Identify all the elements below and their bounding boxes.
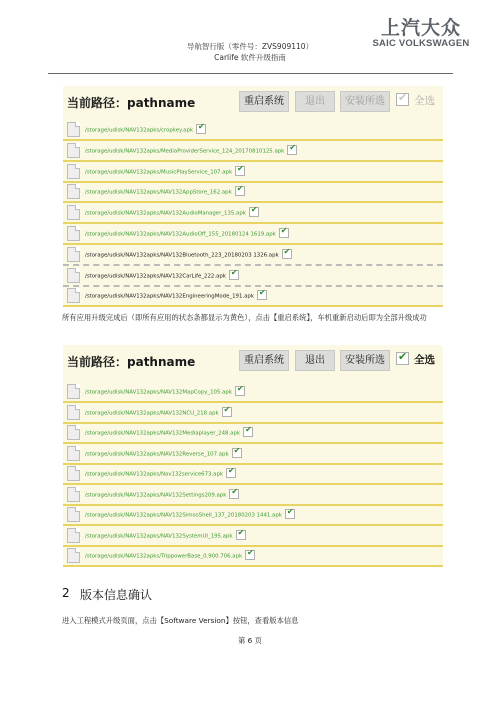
current-path-label: 当前路径：pathname — [67, 96, 196, 110]
file-path-text: /storage/udisk/NAV132apks/NAV132AudioOff_155_20180124 1619.apk — [85, 231, 276, 238]
toolbar — [63, 86, 443, 116]
file-path — [85, 384, 245, 397]
file-path-text: /storage/udisk/NAV132apks/NAV132AppStore_162.apk — [85, 189, 232, 196]
file-path — [85, 226, 289, 239]
logo-cn-text: 上汽大众 — [380, 17, 461, 39]
select-all-checkbox[interactable] — [396, 93, 409, 106]
check-icon: ✔ — [236, 384, 244, 393]
file-path — [85, 486, 239, 500]
list-item[interactable] — [63, 201, 443, 224]
item-checkbox[interactable] — [235, 186, 245, 196]
restart-system-button[interactable]: 重启系统 — [239, 91, 289, 112]
header-title-line1: 导航智行版（零件号：ZVS909110） — [186, 42, 314, 51]
check-icon: ✔ — [283, 246, 291, 256]
exit-button[interactable]: 退出 — [295, 91, 335, 112]
check-icon: ✔ — [286, 507, 294, 516]
file-path-text: /storage/udisk/NAV132apks/NAV132SystemUI_195.apk — [85, 533, 233, 539]
item-checkbox[interactable] — [229, 267, 239, 280]
file-path-text: /storage/udisk/NAV132apks/NAV132Reverse_107.apk — [85, 451, 229, 457]
file-path — [85, 122, 206, 135]
logo-en-text: SAIC VOLKSWAGEN — [372, 38, 470, 49]
file-icon — [67, 226, 80, 241]
list-item[interactable] — [63, 118, 443, 141]
toolbar — [63, 345, 443, 375]
file-icon — [67, 205, 80, 220]
file-path — [85, 267, 239, 281]
section-number: 2 — [62, 586, 70, 600]
file-icon — [67, 288, 80, 303]
check-icon: ✔ — [230, 267, 238, 277]
instruction-paragraph-2: 进入工程模式升级页面，点击【Software Version】按钮，查看版本信息 — [62, 616, 299, 625]
check-icon: ✔ — [228, 466, 235, 475]
section-title: 版本信息确认 — [80, 588, 153, 602]
install-selected-button[interactable]: 安装所选 — [340, 350, 390, 371]
file-icon — [67, 184, 80, 199]
file-path — [85, 466, 236, 479]
item-checkbox[interactable] — [257, 290, 267, 300]
exit-button[interactable]: 退出 — [295, 350, 335, 371]
file-path — [85, 205, 259, 218]
file-icon — [67, 528, 80, 543]
install-selected-button[interactable]: 安装所选 — [340, 91, 390, 112]
file-icon — [67, 548, 80, 563]
file-path-text: /storage/udisk/NAV132apks/Nav132service673.apk — [85, 471, 223, 478]
check-icon: ✔ — [289, 142, 296, 152]
list-item[interactable] — [63, 264, 443, 287]
instruction-paragraph-1: 所有应用升级完成后（即所有应用的状态条都显示为黄色），点击【重启系统】，车机重新启动后即为全部升级成功 — [62, 313, 427, 322]
list-item[interactable] — [63, 243, 443, 266]
check-icon: ✔ — [198, 122, 205, 131]
select-all-label: 全选 — [414, 95, 435, 107]
file-path — [85, 163, 245, 177]
file-path-text: /storage/udisk/NAV132apks/MediaProviderService_124_20170810125.apk — [85, 148, 285, 155]
file-icon — [67, 122, 80, 137]
list-item[interactable] — [63, 139, 443, 162]
file-path-text: /storage/udisk/NAV132apks/TrippowerBase_0.900.706.apk — [85, 553, 243, 560]
check-icon: ✔ — [237, 527, 245, 537]
check-icon: ✔ — [233, 445, 241, 455]
item-checkbox[interactable] — [285, 509, 295, 519]
file-path — [85, 404, 232, 418]
file-path-text: /storage/udisk/NAV132apks/NAV132CarLife_222.apk — [85, 273, 226, 280]
header-divider — [48, 73, 453, 74]
file-icon — [67, 143, 80, 158]
file-path — [85, 548, 255, 561]
check-icon: ✔ — [280, 226, 288, 235]
file-icon — [67, 425, 80, 440]
select-all-checkbox[interactable] — [396, 352, 409, 365]
item-checkbox[interactable] — [222, 404, 232, 417]
file-path — [85, 445, 242, 459]
file-path — [85, 527, 246, 541]
check-icon: ✔ — [245, 425, 252, 434]
file-path-text: /storage/udisk/NAV132apks/NAV132Mediaplayer_248.apk — [85, 430, 241, 437]
file-path-text: /storage/udisk/NAV132apks/NAV132EngineeringMode_191.apk — [85, 293, 254, 300]
file-path-text: /storage/udisk/NAV132apks/NAV132Settings209.apk — [85, 492, 227, 498]
file-path — [85, 425, 253, 438]
check-icon: ✔ — [237, 163, 244, 173]
file-path-text: /storage/udisk/NAV132apks/cropkey.apk — [85, 127, 194, 134]
file-path-text: /storage/udisk/NAV132apks/NAV132MapCopy_105.apk — [85, 389, 232, 396]
item-checkbox[interactable] — [279, 228, 289, 238]
list-item[interactable] — [63, 180, 443, 203]
restart-system-button[interactable]: 重启系统 — [239, 350, 289, 371]
file-path — [85, 184, 245, 197]
page-number: 第 6 页 — [238, 636, 262, 645]
file-path-text: /storage/udisk/NAV132apks/MusicPlayService_107.apk — [85, 169, 233, 176]
file-icon — [67, 384, 80, 399]
check-icon: ✔ — [231, 486, 239, 496]
file-icon — [67, 507, 80, 522]
item-checkbox[interactable] — [196, 124, 206, 134]
file-path — [85, 288, 267, 301]
item-checkbox[interactable] — [229, 486, 239, 499]
list-item[interactable] — [63, 160, 443, 183]
file-icon — [67, 466, 80, 481]
item-checkbox[interactable] — [235, 386, 245, 396]
screenshot-panel-2 — [63, 345, 443, 567]
item-checkbox[interactable] — [235, 163, 245, 176]
check-icon: ✔ — [236, 184, 244, 194]
check-icon: ✔ — [258, 288, 266, 298]
check-icon: ✔ — [398, 91, 408, 104]
check-icon: ✔ — [223, 404, 231, 414]
check-icon: ✔ — [398, 350, 408, 363]
item-checkbox[interactable] — [245, 550, 255, 560]
header-title-line2: Carlife 软件升级指南 — [214, 53, 286, 62]
file-icon — [67, 446, 80, 461]
brand-logo — [372, 18, 470, 49]
file-icon — [67, 268, 80, 283]
file-icon — [67, 487, 80, 502]
file-icon — [67, 247, 80, 262]
file-path-text: /storage/udisk/NAV132apks/NAV132NCU_218.apk — [85, 410, 219, 416]
screenshot-panel-1 — [63, 86, 443, 306]
select-all-label: 全选 — [414, 354, 435, 366]
file-path-text: /storage/udisk/NAV132apks/NAV132SimosShell_137_20180203 1441.apk — [85, 512, 282, 519]
item-checkbox[interactable] — [249, 207, 259, 217]
check-icon: ✔ — [247, 548, 254, 557]
item-checkbox[interactable] — [282, 246, 292, 259]
list-item[interactable] — [63, 284, 443, 307]
item-checkbox[interactable] — [236, 527, 246, 540]
current-path-label: 当前路径：pathname — [67, 355, 196, 369]
list-item[interactable] — [63, 222, 443, 245]
file-path — [85, 507, 295, 520]
item-checkbox[interactable] — [243, 427, 253, 437]
file-path — [85, 246, 292, 260]
file-path-text: /storage/udisk/NAV132apks/NAV132AudioManager_135.apk — [85, 210, 246, 217]
file-icon — [67, 164, 80, 179]
file-path-text: /storage/udisk/NAV132apks/NAV132Bluetooth_223_20180203 1326.apk — [85, 252, 279, 259]
list-item[interactable] — [63, 544, 443, 567]
item-checkbox[interactable] — [232, 445, 242, 458]
check-icon: ✔ — [250, 205, 258, 215]
item-checkbox[interactable] — [226, 468, 236, 478]
file-icon — [67, 405, 80, 420]
file-path — [85, 142, 297, 156]
item-checkbox[interactable] — [287, 142, 297, 155]
